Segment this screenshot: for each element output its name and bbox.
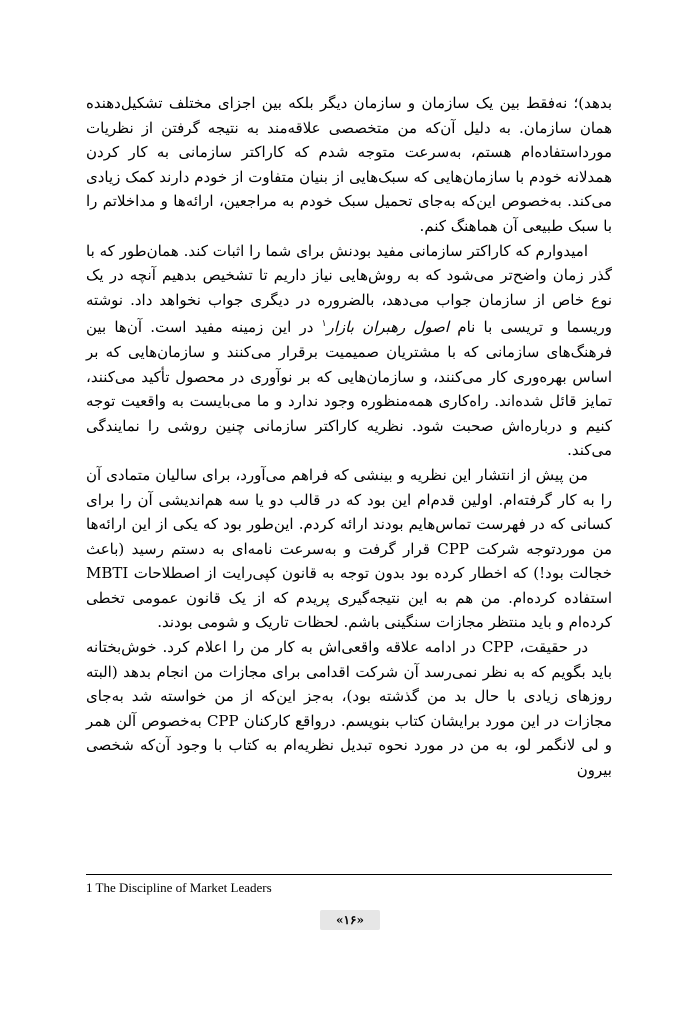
paragraph-text: در این زمینه مفید است. آن‌ها بین فرهنگ‌های سازمانی که با مشتریان صمیمیت برقرار می‌کنند و سازمان‌هایی که بر اساس بهره‌وری کار می‌کنند، و سازمان‌هایی که بر نوآوری در محصول تأکید می‌کنند، تمایز قائل شده‌اند. راه‌کاری همه‌منظوره وجود ندارد و ما می‌بایست به واقعیت توجه کنیم و درباره‌اش صحبت شود. نظریه کاراکتر سازمانی چنین روشی را نمایندگی می‌کند. (86, 318, 612, 460)
paragraph-text: امیدوارم که کاراکتر سازمانی مفید بودنش برای شما را اثبات کند. همان‌طور که با گذر زمان واضح‌تر می‌شود که به روش‌هایی نیاز داریم تا تشخیص بدهیم آنچه در یک نوع خاص از سازمان جواب می‌دهد، بالضروره در دیگری جواب نخواهد داد. نوشته وریسما و تریسی با نام (86, 241, 612, 337)
book-title: اصول رهبران بازار (326, 318, 450, 337)
footnote-marker: ۱ (321, 319, 327, 330)
paragraph: من پیش از انتشار این نظریه و بینشی که فراهم می‌آورد، برای سالیان متمادی آن را به کار گرفته‌ام. اولین قدم‌ام این بود که در قالب دو یا سه هم‌اندیشی آن را برای کسانی که در فهرست تماس‌هایم بودند ارائه کردم. این‌طور بود که یکی از این ارائه‌ها من موردتوجه شرکت CPP قرار گرفت و به‌سرعت نامه‌ای به دستم رسید (باعث خجالت بود!) که اخطار کرده بود بدون توجه به قانون کپی‌رایت از اصطلاحات MBTI استفاده کرده‌ام. من هم به این نتیجه‌گیری پریدم که از یک قانون عمومی تخطی کرده‌ام و باید منتظر مجازات سنگینی باشم. لحظات تاریک و شومی بودند. (86, 465, 612, 632)
footnote: 1 The Discipline of Market Leaders (86, 880, 272, 895)
page-number: «۱۶» (320, 910, 380, 930)
paragraph (86, 239, 612, 463)
paragraph: بدهد)؛ نه‌فقط بین یک سازمان و سازمان دیگر بلکه بین اجزای مختلف تشکیل‌دهنده همان سازمان. به دلیل آن‌که من متخصصی علاقه‌مند به نتیجه گرفتن از نظریات مورداستفاده‌ام هستم، به‌سرعت متوجه شدم که کاراکتر سازمانی به کار کردن همدلانه خودم با سازمان‌هایی که سبک‌هایی از بنیان متفاوت از خودم دارند کمک زیادی می‌کند. به‌خصوص این‌که به‌جای تحمیل سبک خودم به مراجعین، ارائه‌ها و مداخلاتم را با سبک طبیعی آن هماهنگ کنم. (86, 94, 612, 235)
footnote-divider (86, 874, 612, 875)
body-text (86, 91, 612, 783)
paragraph: در حقیقت، CPP در ادامه علاقه واقعی‌اش به کار من را اعلام کرد. خوش‌بختانه باید بگویم که به نظر نمی‌رسد آن شرکت اقدامی برای مجازات من انجام بدهد (البته روزهای زیادی با حال بد من گذشته بود)، به‌جز این‌که از من خواسته شد به‌جای مجازات در این مورد برایشان کتاب بنویسم. درواقع کارکنان CPP به‌خصوص آلن همر و لی لانگمر لو، به من در مورد نحوه تبدیل نظریه‌ام به کتاب با وجود آن‌که شخصی بیرون (86, 638, 612, 780)
